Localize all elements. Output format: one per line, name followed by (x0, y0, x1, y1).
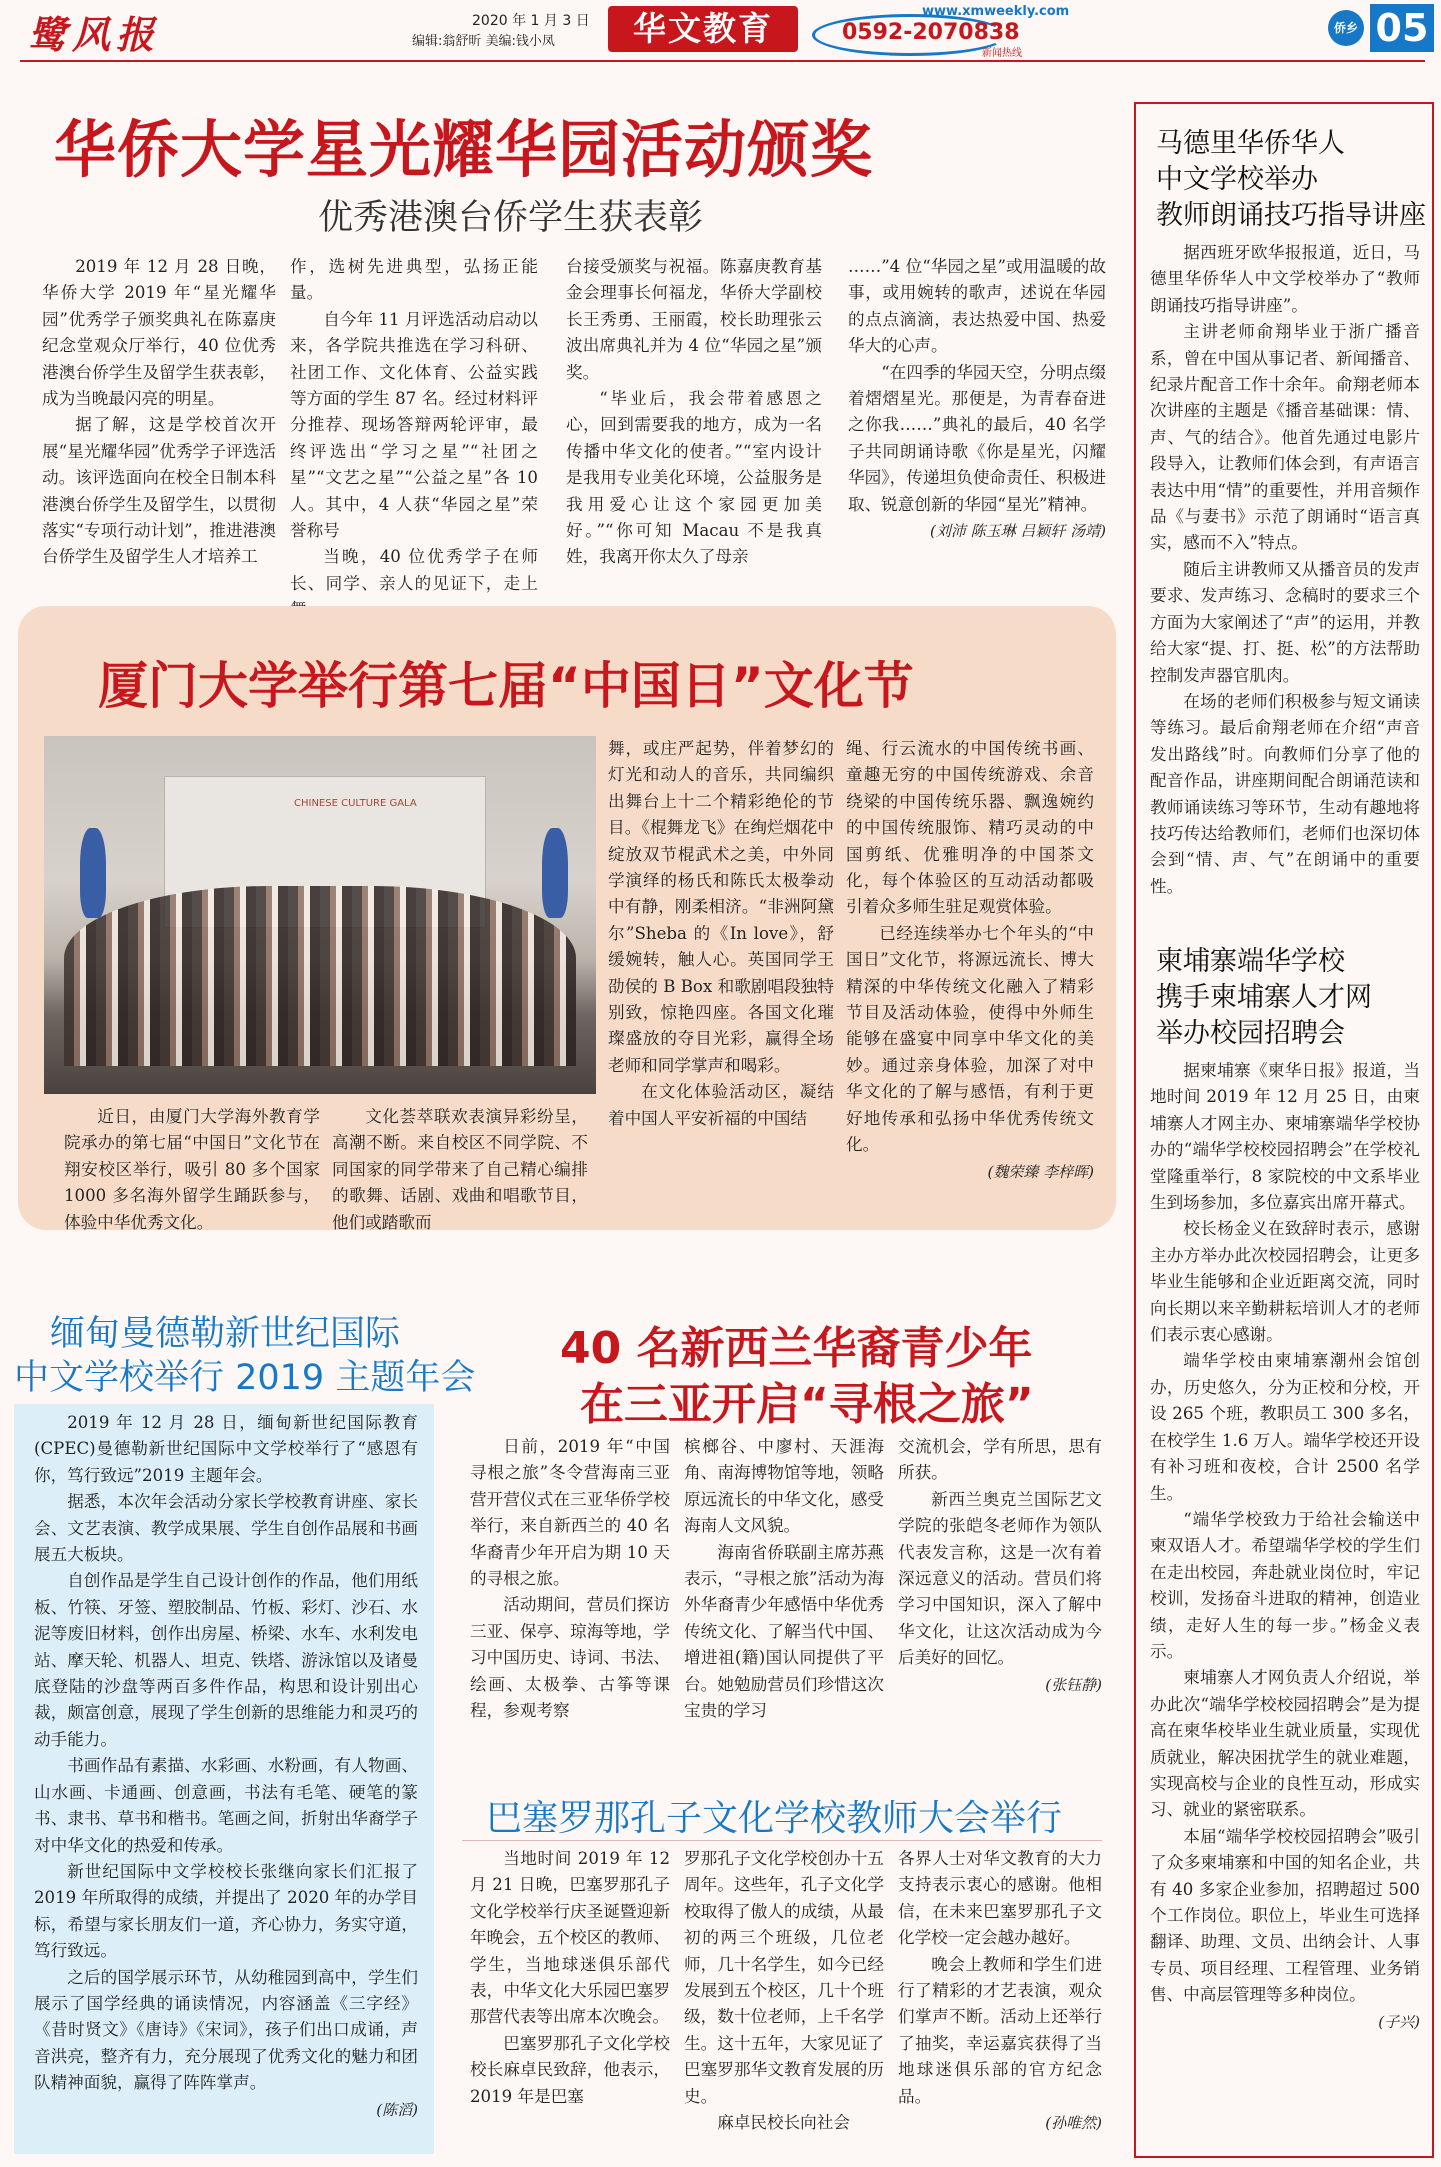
hotline-block (812, 4, 1092, 59)
right-2-title-l2: 携手柬埔寨人才网 (1156, 982, 1372, 1013)
right-1-title-l3: 教师朗诵技巧指导讲座 (1156, 200, 1426, 231)
edition-badge (1328, 10, 1364, 46)
section-title: 华文教育 (633, 9, 773, 48)
right-2-title-l3: 举办校园招聘会 (1156, 1018, 1345, 1049)
newspaper-logo: 鹭风报 (28, 12, 161, 57)
right-1-title (1156, 126, 1426, 234)
a1-c4-p1: ……”4 位“华园之星”或用温暖的故事，或用婉转的歌声，述说在华园的点点滴滴，表达热爱中国、热爱华大的心声。 (848, 257, 1106, 356)
r2-p2: 校长杨金义在致辞时表示，感谢主办方举办此次校园招聘会，让更多毕业生能够和企业近距离交流，同时向长期以来辛勤耕耘培训人才的老师们表示衷心感谢。 (1150, 1219, 1420, 1345)
a5-c1-p1: 当地时间 2019 年 12 月 21 日晚，巴塞罗那孔子文化学校举行庆圣诞暨迎新年晚会，五个校区的教师、学生，当地球迷俱乐部代表，中华文化大乐园巴塞罗那营代表等出席本次晚会。 (470, 1849, 670, 2027)
article-2-col-4 (846, 736, 1094, 1185)
article-3-body (34, 1410, 418, 2123)
article-1-subtitle: 优秀港澳台侨学生获表彰 (318, 198, 704, 238)
a1-c1-p2: 据了解，这是学校首次开展“星光耀华园”优秀学子评选活动。该评选面向在校全日制本科港澳台侨学生及留学生，以贯彻落实“专项行动计划”，推进港澳台侨学生及留学生人才培养工 (42, 415, 276, 567)
a3-p2: 据悉，本次年会活动分家长学校教育讲座、家长会、文艺表演、教学成果展、学生自创作品展和书画展五大板块。 (34, 1492, 418, 1565)
article-2-col-2 (332, 1104, 588, 1236)
a1-c4-p2: “在四季的华园天空，分明点缀着熠熠星光。那便是，为青春奋进之你我……”典礼的最后，40 名学子共同朗诵诗歌《你是星光，闪耀华园》，传递坦负使命责任、积极进取、锐意创新的华园“星光”精神。 (848, 362, 1106, 514)
a4-c1-p1: 日前，2019 年“中国寻根之旅”冬令营海南三亚营开营仪式在三亚华侨学校举行，来自新西兰的 40 名华裔青少年开启为期 10 天的寻根之旅。 (470, 1437, 670, 1589)
a1-c1-p1: 2019 年 12 月 28 日晚，华侨大学 2019 年“星光耀华园”优秀学子颁奖典礼在陈嘉庚纪念堂观众厅举行，40 位优秀港澳台侨学生及留学生获表彰，成为当晚最闪亮的明星。 (42, 257, 276, 409)
r2-credit: (子兴) (1378, 2012, 1420, 2031)
a3-p4: 书画作品有素描、水彩画、水粉画，有人物画、山水画、卡通画、创意画，书法有毛笔、硬笔的篆书、隶书、草书和楷书。笔画之间，折射出华裔学子对中华文化的热爱和传承。 (34, 1756, 418, 1855)
a2-c4-p1: 绳、行云流水的中国传统书画、童趣无穷的中国传统游戏、余音绕梁的中国传统乐器、飘逸婉约的中国传统服饰、精巧灵动的中国剪纸、优雅明净的中国茶文化，每个体验区的互动活动都吸引着众多师生驻足观赏体验。 (846, 739, 1094, 917)
a5-c1-p2: 巴塞罗那孔子文化学校校长麻卓民致辞，他表示，2019 年是巴塞 (470, 2033, 670, 2106)
right-1-title-l2: 中文学校举办 (1156, 164, 1318, 195)
a1-c3-p2: “毕业后，我会带着感恩之心，回到需要我的地方，成为一名传播中华文化的使者。”“室内设计是我用专业美化环境，公益服务是我用爱心让这个家园更加美好。”“你可知 Macau 不是我真姓，我离开你太久了母亲 (566, 389, 822, 567)
page-number: 05 (1370, 4, 1434, 52)
article-1-col-2 (290, 254, 538, 624)
a1-c2-p1: 作，选树先进典型，弘扬正能量。 (290, 257, 538, 303)
article-2-col-3 (608, 736, 834, 1132)
r1-p1: 据西班牙欧华报报道，近日，马德里华侨华人中文学校举办了“教师朗诵技巧指导讲座”。 (1150, 243, 1420, 315)
vase-left-icon (80, 828, 106, 918)
right-1-body (1150, 240, 1420, 900)
section-banner (608, 6, 798, 52)
article-1-title: 华侨大学星光耀华园活动颁奖 (54, 113, 874, 186)
a2-credit: (魏荣臻 李梓晖) (987, 1162, 1094, 1181)
a3-p6: 之后的国学展示环节，从幼稚园到高中，学生们展示了国学经典的诵读情况，内容涵盖《三字经》《昔时贤文》《唐诗》《宋词》，孩子们出口成诵，声音洪亮，整齐有力，充分展现了优秀文化的魅力和团队精神面貌，赢得了阵阵掌声。 (34, 1967, 418, 2093)
masthead-rule (20, 60, 1425, 62)
masthead (0, 0, 1441, 60)
a5-c2-p2: 麻卓民校长向社会 (717, 2113, 850, 2133)
right-1-title-l1: 马德里华侨华人 (1156, 128, 1345, 159)
a4-c3-p1: 交流机会，学有所思，思有所获。 (898, 1437, 1102, 1483)
photo-sign: CHINESE CULTURE GALA (294, 798, 417, 809)
r2-p4: “端华学校致力于给社会输送中柬双语人才。希望端华学校的学生们在走出校园，奔赴就业岗位时，牢记校训，发扬奋斗进取的精神，创造业绩，走好人生的每一步。”杨金义表示。 (1150, 1509, 1420, 1661)
a2-c2-p1: 文化荟萃联欢表演异彩纷呈，高潮不断。来自校区不同学院、不同国家的同学带来了自己精心编排的歌舞、话剧、戏曲和唱歌节目，他们或踏歌而 (332, 1107, 588, 1232)
right-2-body (1150, 1058, 1420, 2035)
article-4-col-1 (470, 1434, 670, 1724)
a1-c2-p2: 自今年 11 月评选活动启动以来，各学院共推选在学习科研、社团工作、文化体育、公益实践等方面的学生 87 名。经过材料评分推荐、现场答辩两轮评审，最终评选出“学习之星”“社团之星”“文艺之星”“公益之星”各 10 人。其中，4 人获“华园之星”荣誉称号 (290, 309, 538, 541)
r2-p1: 据柬埔寨《柬华日报》报道，当地时间 2019 年 12 月 25 日，由柬埔寨人才网主办、柬埔寨端华学校协办的“端华学校校园招聘会”在学校礼堂隆重举行，8 家院校的中文系毕业生到场参加，多位嘉宾出席开幕式。 (1150, 1061, 1420, 1213)
article-2-col-1 (64, 1104, 320, 1236)
a1-c2-p3: 当晚，40 位优秀学子在师长、同学、亲人的见证下，走上 (290, 547, 538, 593)
article-5-col-3 (898, 1846, 1102, 2136)
article-1-col-3 (566, 254, 822, 571)
edition-badge-text: 侨乡 (1333, 21, 1358, 35)
r2-p5: 柬埔寨人才网负责人介绍说，举办此次“端华学校校园招聘会”是为提高在柬华校毕业生就业质量，实现优质就业，解决困扰学生的就业难题，实现高校与企业的良性互动，形成实习、就业的紧密联系。 (1150, 1668, 1420, 1820)
a2-c3-p2: 在文化体验活动区，凝结着中国人平安祈福的中国结 (608, 1082, 834, 1128)
article-3-title-line-1: 缅甸曼德勒新世纪国际 (50, 1314, 401, 1354)
r1-p4: 在场的老师们积极参与短文诵读等练习。最后俞翔老师在介绍“声音发出路线”时。向教师们分享了他的配音作品，讲座期间配合朗诵范读和教师诵读练习等环节，生动有趣地将技巧传达给教师们，老师们也深切体会到“情、声、气”在朗诵中的重要性。 (1150, 691, 1420, 896)
article-4-title-line-1: 40 名新西兰华裔青少年 (560, 1323, 1033, 1374)
a4-credit: (张钰静) (1045, 1675, 1102, 1694)
a4-c3-p2: 新西兰奥克兰国际艺文学院的张皑冬老师作为领队代表发言称，这是一次有着深远意义的活动。营员们将学习中国知识，深入了解中华文化，让这次活动成为今后美好的回忆。 (898, 1489, 1102, 1668)
a2-c1-p1: 近日，由厦门大学海外教育学院承办的第七届“中国日”文化节在翔安校区举行，吸引 80 多个国家 1000 多名海外留学生踊跃参与，体验中华优秀文化。 (64, 1107, 320, 1232)
r2-p3: 端华学校由柬埔寨潮州会馆创办，历史悠久，分为正校和分校，开设 265 个班，教职员工 300 多名，在校学生 1.6 万人。端华学校还开设有补习班和夜校，合计 2500 名学生。 (1150, 1351, 1420, 1503)
vase-right-icon (542, 828, 568, 918)
a2-c4-p2: 已经连续举办七个年头的“中国日”文化节，将源远流长、博大精深的中华传统文化融入了精彩节目及活动体验，使得中外师生能够在盛宴中同享中华文化的美妙。通过亲身体验，加深了对中华文化的了解与感悟，有利于更好地传承和弘扬中华优秀传统文化。 (846, 923, 1094, 1155)
a1-credit: (刘沛 陈玉琳 吕颖轩 汤靖) (929, 522, 1106, 541)
article-4-col-3 (898, 1434, 1102, 1698)
r1-p3: 随后主讲教师又从播音员的发声要求、发声练习、念稿时的要求三个方面为大家阐述了“声”的运用，并教给大家“提、打、挺、松”的方法帮助控制发声器官肌肉。 (1150, 559, 1420, 685)
article-1-col-1 (42, 254, 276, 571)
article-5-rule (462, 1840, 1102, 1841)
right-2-title-l1: 柬埔寨端华学校 (1156, 946, 1345, 977)
website-url[interactable]: www.xmweekly.com (922, 4, 1070, 19)
article-2-title: 厦门大学举行第七届“中国日”文化节 (98, 657, 914, 715)
group-of-students (64, 886, 576, 1066)
editors-line: 编辑:翁舒昕 美编:钱小凤 (412, 34, 555, 49)
right-2-title (1156, 944, 1426, 1052)
hotline-phone: 0592-2070838 (842, 20, 1020, 45)
a5-c3-p1: 各界人士对华文教育的大力支持表示衷心的感谢。他相信，在未来巴塞罗那孔子文化学校一定会越办越好。 (898, 1849, 1102, 1948)
article-3-title-line-2: 中文学校举行 2019 主题年会 (14, 1358, 476, 1398)
a5-credit: (孙唯然) (1045, 2114, 1102, 2133)
article-5-col-2 (684, 1846, 884, 2136)
a2-c3-p1: 舞，或庄严起势，伴着梦幻的灯光和动人的音乐，共同编织出舞台上十二个精彩绝伦的节目。《棍舞龙飞》在绚烂烟花中绽放双节棍武术之美，中外同学演绎的杨氏和陈氏太极拳动中有静，刚柔相济。“非洲阿黛尔”Sheba 的《In love》，舒缓婉转，触人心。英国同学王劭侯的 B Box 和歌剧唱段独特别致，惊艳四座。各国文化璀璨盛放的夺目光彩，赢得全场老师和同学掌声和喝彩。 (608, 739, 834, 1075)
article-1-col-4 (848, 254, 1106, 544)
a1-c3-p1: 台接受颁奖与祝福。陈嘉庚教育基金会理事长何福龙，华侨大学副校长王秀勇、王丽霞，校长助理张云波出席典礼并为 4 位“华园之星”颁奖。 (566, 257, 822, 382)
a4-c1-p2: 活动期间，营员们探访三亚、保亭、琼海等地，学习中国历史、诗词、书法、绘画、太极拳、古筝等课程，参观考察 (470, 1595, 670, 1721)
article-2-photo (44, 736, 596, 1094)
article-5-col-1 (470, 1846, 670, 2110)
article-4-title-line-2: 在三亚开启“寻根之旅” (580, 1379, 1034, 1430)
a3-p5: 新世纪国际中文学校校长张继向家长们汇报了 2019 年所取得的成绩，并提出了 2020 年的办学目标，希望与家长朋友们一道，齐心协力，务实守道，笃行致远。 (34, 1861, 418, 1961)
a5-c2-p1: 罗那孔子文化学校创办十五周年。这些年，孔子文化学校取得了傲人的成绩，从最初的两三个班级，几位老师，几十名学生，如今已经发展到五个校区，几十个班级，数十位老师，上千名学生。这十五年，大家见证了巴塞罗那华文教育发展的历史。 (684, 1849, 884, 2106)
r1-p2: 主讲老师俞翔毕业于浙广播音系，曾在中国从事记者、新闻播音、纪录片配音工作十余年。俞翔老师本次讲座的主题是《播音基础课：情、声、气的结合》。他首先通过电影片段导入，让教师们体会到，有声语言表达中用“情”的重要性，并用音频作品《与妻书》示范了朗诵时“语言真实，感而不入”特点。 (1150, 322, 1420, 553)
a5-c3-p2: 晚会上教师和学生们进行了精彩的才艺表演，观众们掌声不断。活动上还举行了抽奖，幸运嘉宾获得了当地球迷俱乐部的官方纪念品。 (898, 1954, 1102, 2106)
a3-credit: (陈滔) (376, 2100, 418, 2119)
a3-p1: 2019 年 12 月 28 日，缅甸新世纪国际教育(CPEC)曼德勒新世纪国际中文学校举行了“感恩有你，笃行致远”2019 主题年会。 (34, 1413, 418, 1485)
a4-c2-p1: 槟榔谷、中廖村、天涯海角、南海博物馆等地，领略原远流长的中华文化，感受海南人文风貌。 (684, 1437, 884, 1536)
a3-p3: 自创作品是学生自己设计创作的作品，他们用纸板、竹筷、牙签、塑胶制品、竹板、彩灯、沙石、水泥等废旧材料，创作出房屋、桥梁、水车、水利发电站、摩天轮、机器人、坦克、铁塔、游泳馆以及诸曼底登陆的沙盘等两百多件作品，构思和设计别出心裁，颇富创意，展现了学生创新的思维能力和灵巧的动手能力。 (34, 1571, 418, 1749)
a4-c2-p2: 海南省侨联副主席苏燕表示，“寻根之旅”活动为海外华裔青少年感悟中华优秀传统文化、了解当代中国、增进祖(籍)国认同提供了平台。她勉励营员们珍惜这次宝贵的学习 (684, 1542, 884, 1721)
r2-p6: 本届“端华学校校园招聘会”吸引了众多柬埔寨和中国的知名企业，共有 40 多家企业参加，招聘超过 500 个工作岗位。职位上，毕业生可选择翻译、助理、文员、出纳会计、人事专员、项目经理、工程管理、业务销售、中高层管理等多种岗位。 (1150, 1826, 1420, 2005)
article-5-title: 巴塞罗那孔子文化学校教师大会举行 (486, 1798, 1063, 1839)
hotline-label: 新闻热线 (982, 48, 1022, 59)
article-4-col-2 (684, 1434, 884, 1724)
issue-date: 2020 年 1 月 3 日 (472, 13, 590, 29)
